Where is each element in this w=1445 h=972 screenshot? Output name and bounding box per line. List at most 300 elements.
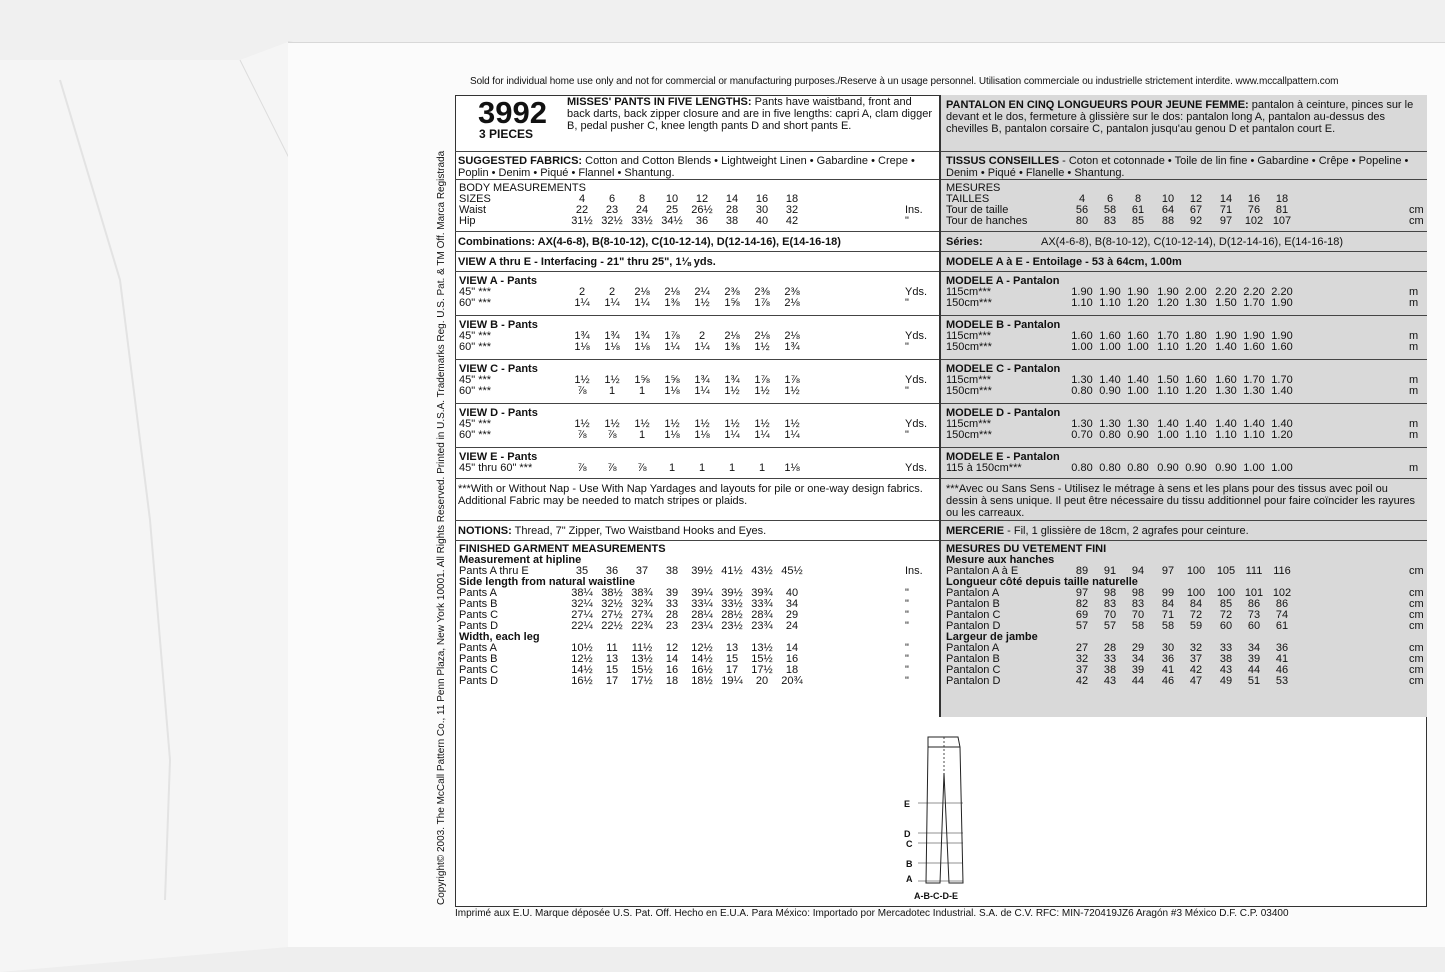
row-label: 45" thru 60" ***: [459, 462, 533, 474]
value-cell: 43: [1103, 675, 1117, 687]
value-cell: 28: [725, 204, 739, 216]
value-cell: 0.80: [1071, 462, 1093, 474]
value-cell: 39¼: [691, 587, 713, 599]
notions: [455, 521, 939, 541]
value-cell: 1.30: [1127, 418, 1149, 430]
value-cell: 40: [755, 215, 769, 227]
value-cell: 94: [1131, 565, 1145, 577]
value-cell: 1.30: [1071, 418, 1093, 430]
value-cell: 1.30: [1071, 374, 1093, 386]
value-cell: 57: [1075, 620, 1089, 632]
value-cell: 23: [605, 204, 619, 216]
value-cell: 47: [1189, 675, 1203, 687]
value-cell: 1¼: [634, 297, 650, 309]
value-cell: 0.90: [1215, 462, 1237, 474]
view-block: [941, 272, 1427, 316]
value-cell: 14: [665, 653, 679, 665]
value-cell: 1⅝: [634, 374, 650, 386]
value-cell: ⅞: [607, 429, 617, 441]
value-cell: 12: [1189, 193, 1203, 205]
row-label: Pantalon A: [946, 587, 1000, 599]
value-cell: 33¼: [691, 598, 713, 610]
value-cell: 20¾: [781, 675, 803, 687]
value-cell: 1½: [754, 341, 770, 353]
value-cell: 42: [1075, 675, 1089, 687]
value-cell: 33¾: [751, 598, 773, 610]
pattern-number: 3992: [478, 95, 547, 130]
row-label: Hip: [459, 215, 476, 227]
row-label: 45" ***: [459, 286, 492, 298]
unit-cell: cm: [1409, 204, 1424, 216]
row-label: 150cm***: [946, 429, 992, 441]
value-cell: 27¾: [631, 609, 653, 621]
value-cell: 10: [665, 193, 679, 205]
view-block: [941, 316, 1427, 360]
value-cell: 22: [575, 204, 589, 216]
value-cell: 1.40: [1099, 374, 1121, 386]
value-cell: 1.30: [1099, 418, 1121, 430]
unit-cell: Yds.: [905, 374, 928, 386]
combinations: [455, 232, 939, 252]
value-cell: 49: [1219, 675, 1233, 687]
value-cell: 1.10: [1099, 297, 1121, 309]
value-cell: 32½: [601, 598, 623, 610]
fr-finished-measurements: [941, 541, 1427, 687]
value-cell: 1: [638, 385, 646, 397]
unit-cell: Ins.: [905, 565, 923, 577]
value-cell: 10½: [571, 642, 593, 654]
row-label: Pants A thru E: [459, 565, 529, 577]
row-label: Pants C: [459, 664, 499, 676]
value-cell: ⅞: [637, 462, 647, 474]
value-cell: 89: [1075, 565, 1089, 577]
value-cell: 25: [665, 204, 679, 216]
value-cell: 85: [1131, 215, 1145, 227]
value-cell: 99: [1161, 587, 1175, 599]
unit-cell: ": [905, 664, 909, 676]
value-cell: 17½: [631, 675, 653, 687]
value-cell: 83: [1131, 598, 1145, 610]
value-cell: 39½: [691, 565, 713, 577]
fabrics-label: SUGGESTED FABRICS:: [458, 155, 583, 167]
value-cell: 85: [1219, 598, 1233, 610]
row-label: 60" ***: [459, 429, 492, 441]
fr-notions: [941, 521, 1427, 541]
unit-cell: cm: [1409, 664, 1424, 676]
row-label: 150cm***: [946, 385, 992, 397]
row-label: MESURES: [946, 182, 1001, 194]
view-title: [455, 320, 939, 331]
value-cell: 29: [1131, 642, 1145, 654]
value-cell: 14: [785, 642, 799, 654]
value-cell: 97: [1161, 565, 1175, 577]
value-cell: 2⅛: [664, 286, 680, 298]
value-cell: 1.10: [1071, 297, 1093, 309]
notions-label: NOTIONS:: [458, 525, 512, 537]
fr-suggested-fabrics: [941, 152, 1427, 180]
row-label: Pants A: [459, 642, 497, 654]
view-block: [455, 272, 939, 316]
notions-text: Thread, 7" Zipper, Two Waistband Hooks and Eyes.: [514, 525, 767, 537]
view-label-b: B: [906, 859, 913, 869]
value-cell: 36: [1161, 653, 1175, 665]
value-cell: 46: [1161, 675, 1175, 687]
row-label: 45" ***: [459, 418, 492, 430]
value-cell: 1.00: [1243, 462, 1265, 474]
value-cell: 1.10: [1185, 429, 1207, 441]
value-cell: 61: [1275, 620, 1289, 632]
row-label: Pants B: [459, 598, 498, 610]
value-cell: 14: [725, 193, 739, 205]
value-cell: 1⅛: [664, 429, 680, 441]
unit-cell: m: [1409, 418, 1419, 430]
value-cell: 82: [1075, 598, 1089, 610]
value-cell: 18½: [691, 675, 713, 687]
value-cell: 10: [1161, 193, 1175, 205]
unit-cell: cm: [1409, 565, 1424, 577]
value-cell: 1.50: [1157, 374, 1179, 386]
row-label: Waist: [459, 204, 487, 216]
fr-nap-text: ***Avec ou Sans Sens - Utilisez le métrage à sens et les plans pour des tissus avec poil ou dessin à sens unique. Il peut être nécessaire du tissu additionnel pour faire coïncider les rayures ou les carreaux.: [946, 483, 1415, 519]
pattern-desc-text: Pants have waistband, front and back darts, back zipper closure and are in five lengths: capri A, clam digger B, pedal pusher C, knee length pants D and short pants E.: [567, 96, 933, 132]
unit-cell: cm: [1409, 653, 1424, 665]
fr-nap-note: [941, 479, 1427, 521]
unit-cell: Ins.: [905, 204, 923, 216]
unit-cell: m: [1409, 286, 1419, 298]
value-cell: 1½: [694, 418, 710, 430]
value-cell: 37: [1189, 653, 1203, 665]
side-heading: [941, 577, 1427, 588]
view-block: [455, 448, 939, 479]
row-label: Pants C: [459, 609, 499, 621]
value-cell: 16½: [571, 675, 593, 687]
value-cell: 1½: [604, 374, 620, 386]
value-cell: 0.90: [1185, 462, 1207, 474]
view-label-e: E: [904, 799, 911, 809]
value-cell: 1½: [574, 374, 590, 386]
yardage-row: [941, 375, 1427, 386]
row-label: VIEW B - Pants: [459, 319, 538, 331]
value-cell: 1⅛: [664, 385, 680, 397]
pattern-pieces: 3 PIECES: [479, 127, 534, 141]
pattern-description: [567, 96, 935, 132]
value-cell: 1¼: [604, 297, 620, 309]
value-cell: 2: [608, 286, 616, 298]
value-cell: 1½: [694, 297, 710, 309]
value-cell: 69: [1075, 609, 1089, 621]
value-cell: 12½: [691, 642, 713, 654]
row-label: TAILLES: [946, 193, 990, 205]
value-cell: 102: [1272, 587, 1292, 599]
usage-notice: Sold for individual home use only and not for commercial or manufacturing purposes./Reserve à un usage personnel. Utilisation commerciale ou industrielle strictement interdite. www.mccallpattern.com: [470, 76, 1339, 87]
row-label: FINISHED GARMENT MEASUREMENTS: [459, 543, 666, 555]
value-cell: 6: [608, 193, 616, 205]
value-cell: 1⅝: [724, 297, 740, 309]
value-cell: 44: [1131, 675, 1145, 687]
value-cell: 1½: [724, 385, 740, 397]
value-cell: 97: [1075, 587, 1089, 599]
value-cell: 72: [1189, 609, 1203, 621]
value-cell: 2.00: [1185, 286, 1207, 298]
value-cell: 1¼: [724, 429, 740, 441]
value-cell: 23¾: [751, 620, 773, 632]
value-cell: 38: [1219, 653, 1233, 665]
value-cell: 1¼: [694, 341, 710, 353]
value-cell: 28: [1103, 642, 1117, 654]
value-cell: 1: [728, 462, 736, 474]
row-label: Tour de taille: [946, 204, 1009, 216]
value-cell: 64: [1161, 204, 1175, 216]
value-cell: 28¼: [691, 609, 713, 621]
value-cell: 42: [1189, 664, 1203, 676]
row-label: 115cm***: [946, 330, 992, 342]
yardage-row: [455, 342, 939, 353]
value-cell: 1½: [784, 385, 800, 397]
value-cell: 22¾: [631, 620, 653, 632]
unit-cell: m: [1409, 462, 1419, 474]
unit-cell: m: [1409, 429, 1419, 441]
value-cell: 15: [605, 664, 619, 676]
unit-cell: ": [905, 587, 909, 599]
value-cell: 12½: [571, 653, 593, 665]
value-cell: 16: [1247, 193, 1261, 205]
value-cell: 1.70: [1271, 374, 1293, 386]
yardage-row: [941, 386, 1427, 397]
value-cell: 0.80: [1127, 462, 1149, 474]
value-cell: 41½: [721, 565, 743, 577]
row-label: MODELE D - Pantalon: [946, 407, 1061, 419]
fr-fabrics-label: TISSUS CONSEILLES: [946, 155, 1060, 167]
value-cell: 1.10: [1215, 429, 1237, 441]
value-cell: 24: [785, 620, 799, 632]
unit-cell: ": [905, 341, 909, 353]
fr-body-measurements: [941, 180, 1427, 232]
value-cell: 37: [1075, 664, 1089, 676]
value-cell: 80: [1075, 215, 1089, 227]
value-cell: 32¼: [571, 598, 593, 610]
fr-interfacing: [941, 252, 1427, 272]
value-cell: 1.30: [1215, 385, 1237, 397]
value-cell: 28: [665, 609, 679, 621]
value-cell: 34: [785, 598, 799, 610]
value-cell: 1⅜: [664, 297, 680, 309]
row-label: Pantalon A à E: [946, 565, 1019, 577]
value-cell: 32: [1189, 642, 1203, 654]
value-cell: 57: [1103, 620, 1117, 632]
side-row: [941, 588, 1427, 599]
value-cell: 13½: [631, 653, 653, 665]
value-cell: 2¼: [694, 286, 710, 298]
yardage-row: [455, 386, 939, 397]
value-cell: 67: [1189, 204, 1203, 216]
value-cell: 60: [1247, 620, 1261, 632]
value-cell: ⅞: [577, 462, 587, 474]
copyright-notice: Copyright© 2003. The McCall Pattern Co., 11 Penn Plaza, New York 10001. All Rights Reserved. Printed in U.S.A. Trademarks Reg. U.S. Pat. & TM Off. Marca Registrada: [436, 150, 447, 905]
value-cell: 13: [605, 653, 619, 665]
value-cell: 1½: [604, 418, 620, 430]
value-cell: 1¼: [694, 385, 710, 397]
fr-pattern-description: [941, 95, 1427, 152]
unit-cell: Yds.: [905, 330, 928, 342]
yardage-views: [455, 272, 939, 479]
value-cell: 34: [1131, 653, 1145, 665]
nap-note: [455, 479, 939, 521]
unit-cell: m: [1409, 341, 1419, 353]
value-cell: 1¾: [604, 330, 620, 342]
view-block: [941, 448, 1427, 479]
row-label: 60" ***: [459, 297, 492, 309]
value-cell: 1¼: [754, 429, 770, 441]
value-cell: 32: [1075, 653, 1089, 665]
row-label: Largeur de jambe: [946, 631, 1038, 643]
value-cell: 92: [1189, 215, 1203, 227]
value-cell: 2: [578, 286, 586, 298]
view-title: [941, 364, 1427, 375]
row-label: Tour de hanches: [946, 215, 1028, 227]
value-cell: 100: [1186, 565, 1206, 577]
value-cell: 1.90: [1243, 330, 1265, 342]
value-cell: 1.00: [1127, 341, 1149, 353]
value-cell: 53: [1275, 675, 1289, 687]
value-cell: 13: [725, 642, 739, 654]
unit-cell: Yds.: [905, 462, 928, 474]
value-cell: 39½: [721, 587, 743, 599]
value-cell: 1.60: [1071, 330, 1093, 342]
fr-pattern-title: PANTALON EN CINQ LONGUEURS POUR JEUNE FEMME:: [946, 99, 1249, 111]
width-heading: [941, 632, 1427, 643]
value-cell: 36: [1275, 642, 1289, 654]
value-cell: 32½: [601, 215, 623, 227]
value-cell: 1.40: [1157, 418, 1179, 430]
value-cell: 58: [1103, 204, 1117, 216]
value-cell: 1.10: [1243, 429, 1265, 441]
value-cell: 1.00: [1071, 341, 1093, 353]
value-cell: 17: [605, 675, 619, 687]
value-cell: ⅞: [607, 462, 617, 474]
value-cell: 1.10: [1157, 341, 1179, 353]
value-cell: 2: [698, 330, 706, 342]
unit-cell: ": [905, 297, 909, 309]
value-cell: 2⅜: [754, 286, 770, 298]
value-cell: 33½: [721, 598, 743, 610]
finished-measurements: [455, 541, 939, 687]
value-cell: 1.70: [1157, 330, 1179, 342]
unit-cell: ": [905, 609, 909, 621]
value-cell: 98: [1103, 587, 1117, 599]
value-cell: 1¼: [784, 429, 800, 441]
unit-cell: ": [905, 385, 909, 397]
value-cell: 1: [638, 429, 646, 441]
value-cell: 81: [1275, 204, 1289, 216]
view-label-c: C: [906, 839, 913, 849]
unit-cell: ": [905, 653, 909, 665]
value-cell: 18: [665, 675, 679, 687]
value-cell: 4: [1078, 193, 1086, 205]
value-cell: 102: [1244, 215, 1264, 227]
value-cell: 74: [1275, 609, 1289, 621]
value-cell: 2⅛: [784, 330, 800, 342]
pattern-title: MISSES' PANTS IN FIVE LENGTHS:: [567, 96, 752, 108]
value-cell: 8: [1134, 193, 1142, 205]
unit-cell: cm: [1409, 620, 1424, 632]
value-cell: 1.60: [1185, 374, 1207, 386]
value-cell: 1.60: [1271, 341, 1293, 353]
sizes-row: [941, 194, 1427, 205]
value-cell: 14: [1219, 193, 1233, 205]
value-cell: 58: [1161, 620, 1175, 632]
hip-row: [941, 216, 1427, 227]
value-cell: 56: [1075, 204, 1089, 216]
value-cell: 1¾: [574, 330, 590, 342]
row-label: 60" ***: [459, 385, 492, 397]
view-label-a: A: [906, 874, 913, 884]
value-cell: 11: [606, 642, 618, 654]
value-cell: 1: [698, 462, 706, 474]
value-cell: 1.40: [1271, 418, 1293, 430]
value-cell: 22¼: [571, 620, 593, 632]
value-cell: 18: [785, 664, 799, 676]
width-row: [941, 643, 1427, 654]
value-cell: 70: [1103, 609, 1117, 621]
unit-cell: Yds.: [905, 418, 928, 430]
row-label: 45" ***: [459, 330, 492, 342]
value-cell: 38: [1103, 664, 1117, 676]
value-cell: 39: [1247, 653, 1261, 665]
value-cell: 97: [1219, 215, 1233, 227]
row-label: MODELE E - Pantalon: [946, 451, 1060, 463]
value-cell: 43: [1219, 664, 1233, 676]
value-cell: 1.40: [1127, 374, 1149, 386]
value-cell: 1⅛: [604, 341, 620, 353]
view-label-d: D: [904, 829, 911, 839]
row-label: Longueur côté depuis taille naturelle: [946, 576, 1138, 588]
value-cell: 40: [785, 587, 799, 599]
value-cell: 1.80: [1185, 330, 1207, 342]
fr-fabrics-text: - Coton et cotonnade • Toile de lin fine • Gabardine • Crêpe • Popeline • Denim • Piqué • Flanelle • Shantung.: [946, 155, 1409, 179]
row-label: MODELE C - Pantalon: [946, 363, 1061, 375]
value-cell: 13½: [751, 642, 773, 654]
value-cell: 1.40: [1215, 341, 1237, 353]
value-cell: 23½: [721, 620, 743, 632]
yardage-row: [941, 342, 1427, 353]
view-caption: A-B-C-D-E: [914, 891, 958, 901]
value-cell: 72: [1219, 609, 1233, 621]
value-cell: 16: [755, 193, 769, 205]
value-cell: 1.90: [1127, 286, 1149, 298]
value-cell: 1.10: [1157, 385, 1179, 397]
value-cell: 11½: [631, 642, 653, 654]
row-label: SIZES: [459, 193, 491, 205]
value-cell: 17: [725, 664, 739, 676]
value-cell: 8: [638, 193, 646, 205]
value-cell: 1.00: [1157, 429, 1179, 441]
row-label: VIEW C - Pants: [459, 363, 538, 375]
value-cell: 1.90: [1099, 286, 1121, 298]
value-cell: 41: [1161, 664, 1175, 676]
row-label: Measurement at hipline: [459, 554, 582, 566]
pattern-header: [455, 95, 939, 152]
row-label: Pantalon B: [946, 653, 1000, 665]
value-cell: 84: [1189, 598, 1203, 610]
value-cell: 1.70: [1243, 297, 1265, 309]
value-cell: 1.00: [1099, 341, 1121, 353]
unit-cell: m: [1409, 330, 1419, 342]
value-cell: 39: [665, 587, 679, 599]
value-cell: 15½: [751, 653, 773, 665]
value-cell: 1⅞: [754, 374, 770, 386]
value-cell: 1.70: [1243, 374, 1265, 386]
value-cell: 116: [1273, 565, 1291, 577]
